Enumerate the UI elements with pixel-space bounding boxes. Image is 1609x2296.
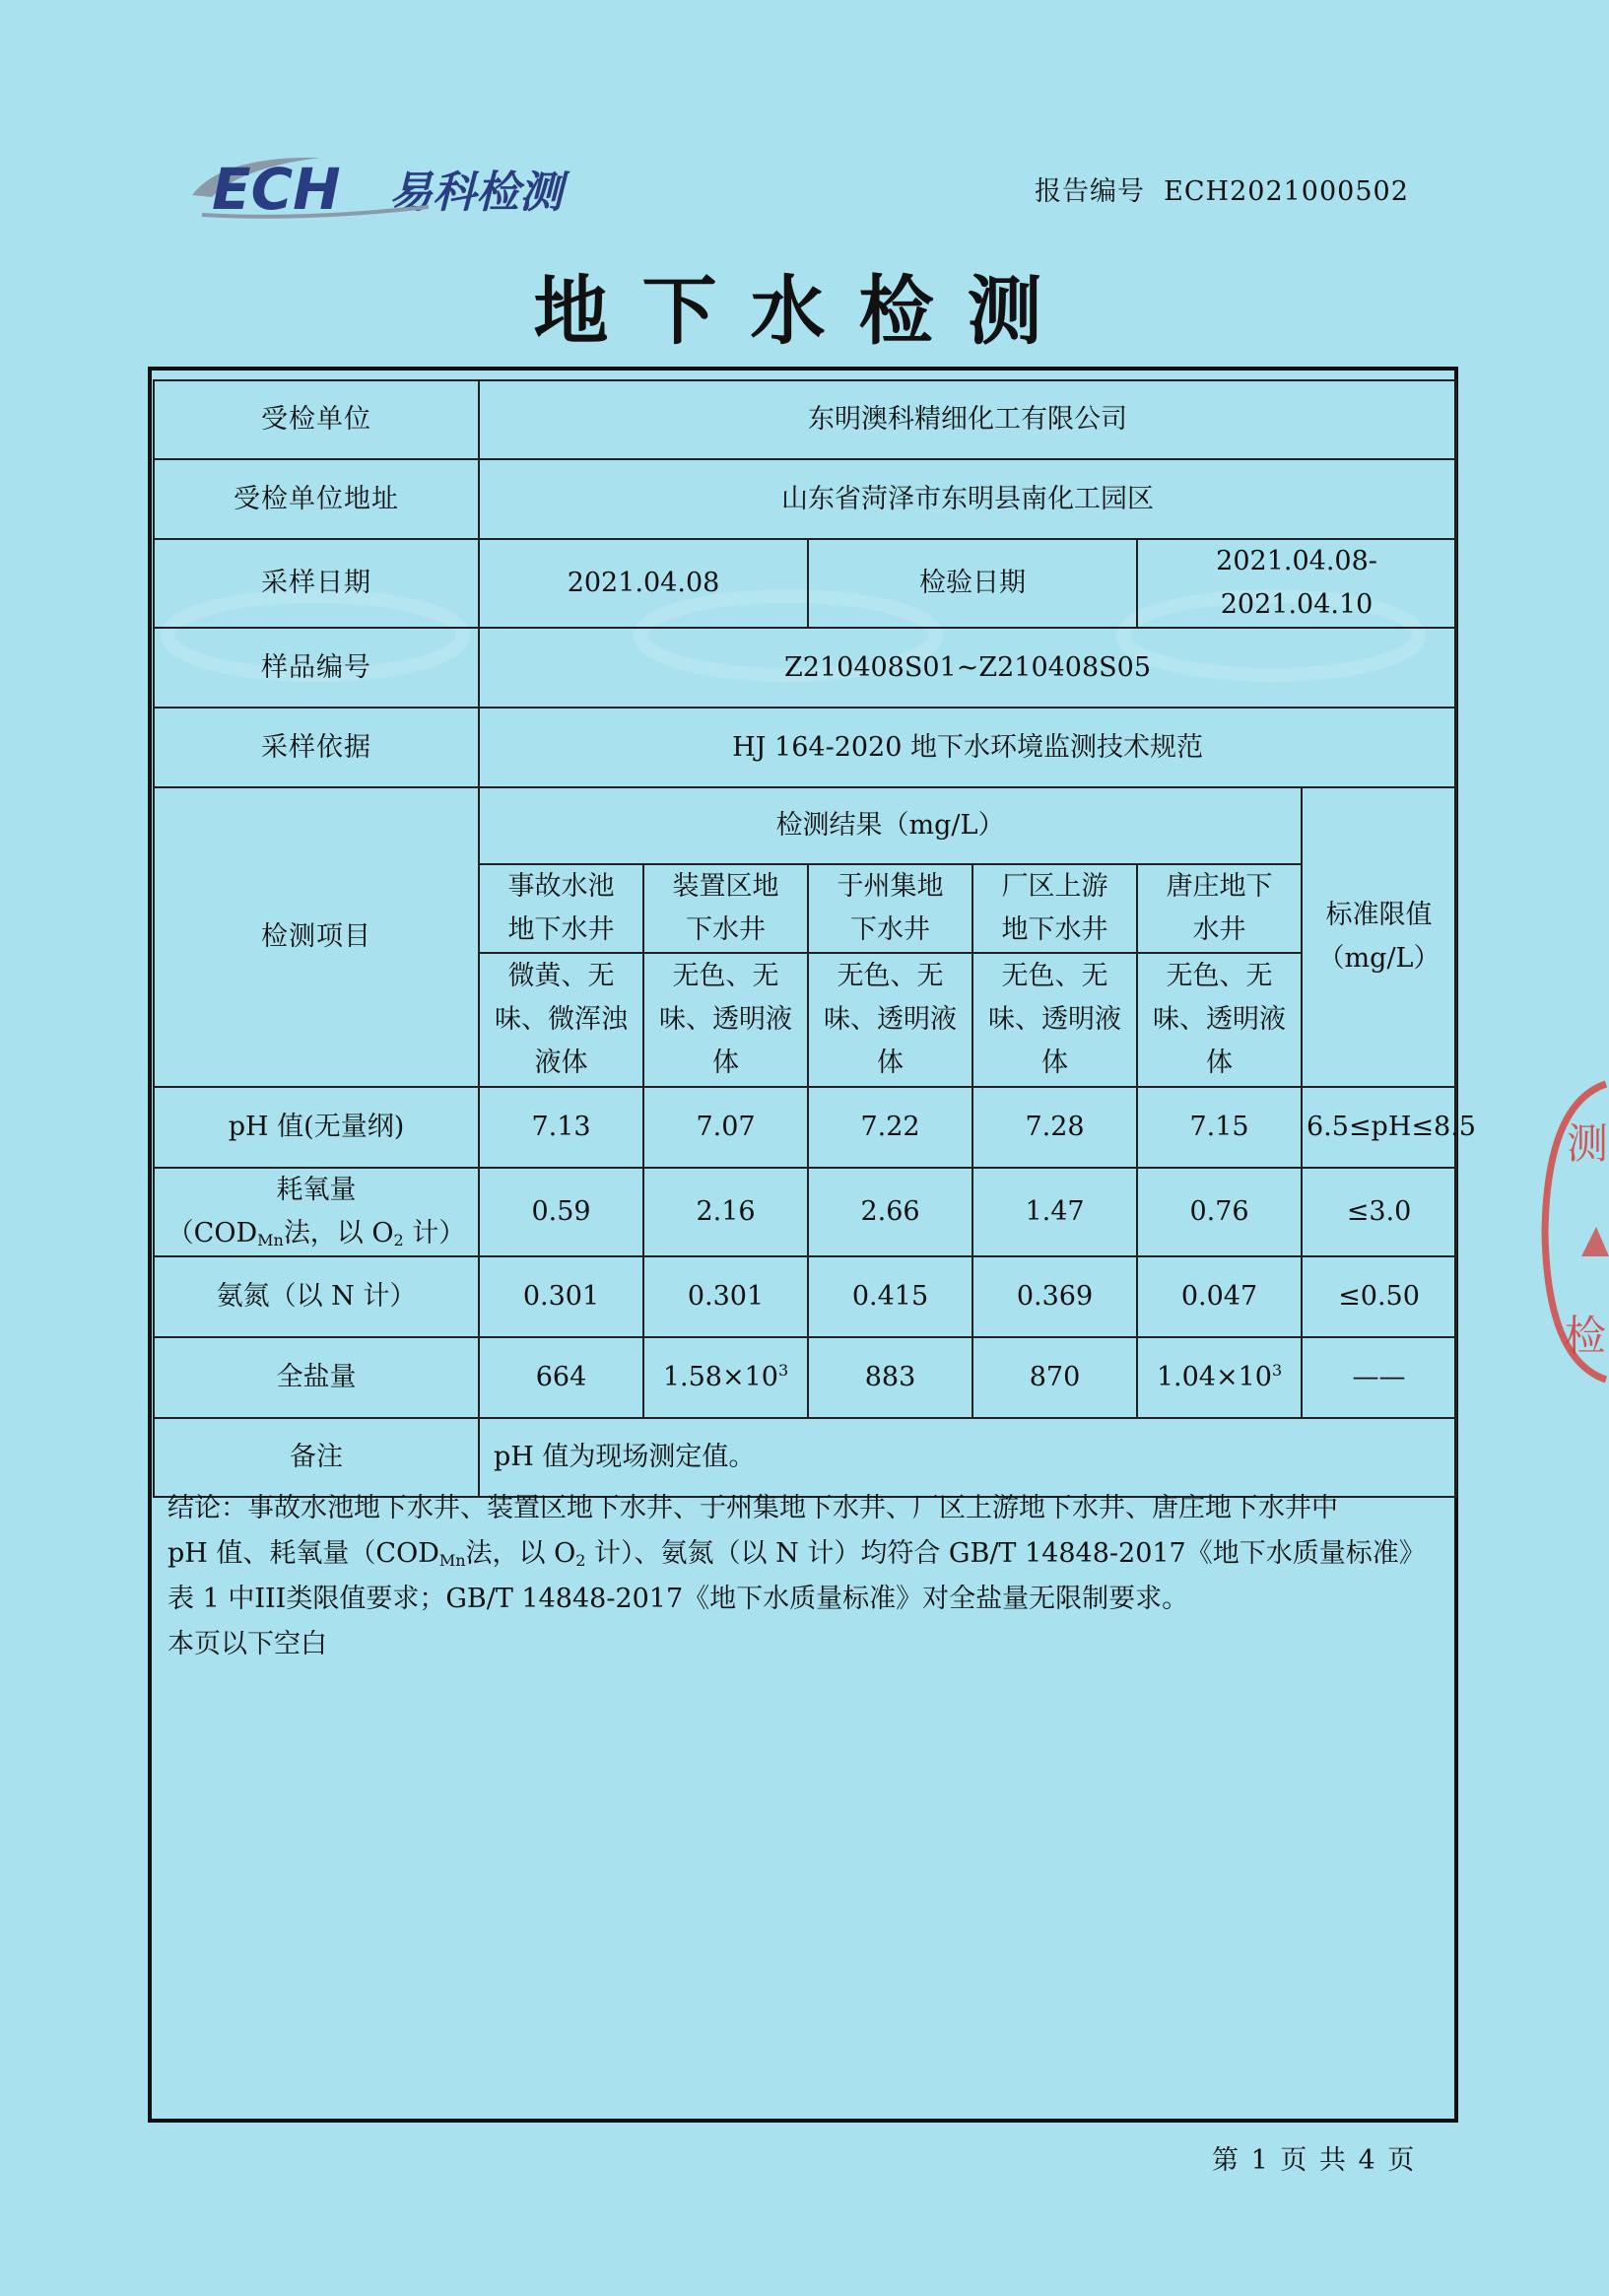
svg-text:ECH: ECH (212, 156, 341, 222)
limit-value: 6.5≤pH≤8.5 (1302, 1087, 1456, 1168)
location-line: 下水井 (686, 914, 766, 945)
value-base: 1.58×10 (662, 1362, 778, 1392)
location-cell (479, 864, 643, 953)
location-line: 厂区上游 (1001, 871, 1108, 902)
result-value: 2.16 (643, 1168, 808, 1256)
location-cell (808, 864, 972, 953)
result-header: 检测结果（mg/L） (479, 787, 1302, 864)
table-row (154, 787, 1456, 864)
svg-text:测: 测 (1567, 1119, 1609, 1168)
table-row (154, 380, 1456, 459)
description-cell (808, 953, 972, 1087)
location-cell (643, 864, 808, 953)
text-part: 计） (403, 1218, 466, 1249)
description-cell (1137, 953, 1302, 1087)
table-row (154, 628, 1456, 708)
page-footer: 第 1 页 共 4 页 (1212, 2145, 1417, 2176)
test-date-value: 2021.04.08-2021.04.10 (1137, 539, 1456, 628)
sampling-date-label: 采样日期 (154, 539, 479, 628)
result-value: 0.301 (479, 1256, 643, 1337)
limit-header-line: （mg/L） (1317, 943, 1441, 974)
item-label: 检测项目 (154, 787, 479, 1087)
conclusion-line: 表 1 中III类限值要求；GB/T 14848-2017《地下水质量标准》对全盐量无限制要求。 (168, 1584, 1189, 1614)
ech-logo (182, 148, 645, 222)
table-row (154, 708, 1456, 787)
text-part: （COD (167, 1218, 258, 1249)
address-value: 山东省菏泽市东明县南化工园区 (479, 459, 1456, 539)
table-row (154, 1168, 1456, 1256)
description-line: 液体 (534, 1047, 588, 1078)
test-date-label: 检验日期 (808, 539, 1137, 628)
table-row (154, 459, 1456, 539)
report-number-value: ECH2021000502 (1164, 176, 1409, 207)
result-value (1137, 1337, 1302, 1418)
report-number-label: 报告编号 (1035, 176, 1145, 207)
result-value: 0.59 (479, 1168, 643, 1256)
value-exponent: 3 (777, 1361, 789, 1380)
result-value: 1.47 (972, 1168, 1137, 1256)
item-name-line: 耗氧量 (276, 1175, 357, 1205)
limit-value: ≤3.0 (1302, 1168, 1456, 1256)
location-line: 装置区地 (672, 871, 779, 902)
table-row (154, 1087, 1456, 1168)
basis-label: 采样依据 (154, 708, 479, 787)
result-value: 0.76 (1137, 1168, 1302, 1256)
description-line: 味、透明液 (988, 1004, 1121, 1035)
result-value: 7.22 (808, 1087, 972, 1168)
limit-header-line: 标准限值 (1325, 900, 1433, 930)
description-line: 味、透明液 (1153, 1004, 1286, 1035)
description-cell (479, 953, 643, 1087)
page-title: 地下水检测 (533, 267, 1076, 355)
description-line: 无色、无 (1166, 961, 1273, 991)
result-value: 664 (479, 1337, 643, 1418)
description-line: 味、透明液 (659, 1004, 792, 1035)
limit-value: ≤0.50 (1302, 1256, 1456, 1337)
result-value: 870 (972, 1337, 1137, 1418)
location-line: 唐庄地下 (1166, 871, 1273, 902)
description-line: 味、透明液 (824, 1004, 957, 1035)
description-line: 体 (1041, 1047, 1068, 1078)
result-value: 0.369 (972, 1256, 1137, 1337)
result-value: 7.28 (972, 1087, 1137, 1168)
subscript: 2 (393, 1231, 404, 1249)
description-line: 味、微浑浊 (495, 1004, 628, 1035)
description-line: 无色、无 (672, 961, 779, 991)
basis-value: HJ 164-2020 地下水环境监测技术规范 (479, 708, 1456, 787)
location-line: 水井 (1192, 914, 1246, 945)
remark-value: pH 值为现场测定值。 (479, 1418, 1456, 1497)
item-name (154, 1168, 479, 1256)
result-value: 2.66 (808, 1168, 972, 1256)
table-row (154, 1256, 1456, 1337)
address-label: 受检单位地址 (154, 459, 479, 539)
description-line: 微黄、无 (507, 961, 615, 991)
table-row (154, 539, 1456, 628)
result-value: 0.301 (643, 1256, 808, 1337)
description-line: 体 (877, 1047, 904, 1078)
result-value: 883 (808, 1337, 972, 1418)
report-number (1035, 169, 1409, 208)
subscript: Mn (257, 1231, 284, 1249)
sample-no-label: 样品编号 (154, 628, 479, 708)
item-name: 全盐量 (154, 1337, 479, 1418)
table-row (154, 1418, 1456, 1497)
conclusion-line (168, 1531, 1453, 1577)
result-value: 0.415 (808, 1256, 972, 1337)
location-cell (972, 864, 1137, 953)
value-base: 1.04×10 (1156, 1362, 1272, 1392)
result-value: 7.13 (479, 1087, 643, 1168)
sample-no-value: Z210408S01~Z210408S05 (479, 628, 1456, 708)
sampling-date-value: 2021.04.08 (479, 539, 808, 628)
description-cell (972, 953, 1137, 1087)
unit-label: 受检单位 (154, 380, 479, 459)
location-line: 下水井 (850, 914, 930, 945)
subscript: Mn (438, 1551, 466, 1570)
text-part: 法，以 O (465, 1538, 576, 1569)
item-name: 氨氮（以 N 计） (154, 1256, 479, 1337)
svg-text:检: 检 (1565, 1312, 1607, 1360)
text-part: 计）、氨氮（以 N 计）均符合 GB/T 14848-2017《地下水质量标准》 (585, 1538, 1426, 1569)
svg-text:易科检测: 易科检测 (389, 168, 563, 218)
description-cell (643, 953, 808, 1087)
location-line: 事故水池 (507, 871, 615, 902)
location-line: 地下水井 (1001, 914, 1108, 945)
location-line: 地下水井 (507, 914, 615, 945)
results-table (153, 379, 1476, 1498)
limit-value: —— (1302, 1337, 1456, 1418)
result-value: 7.07 (643, 1087, 808, 1168)
inspection-stamp (1537, 1064, 1609, 1399)
conclusion-line: 结论：事故水池地下水井、装置区地下水井、于州集地下水井、厂区上游地下水井、唐庄地下水井中 (168, 1493, 1338, 1523)
table-row (154, 1337, 1456, 1418)
location-cell (1137, 864, 1302, 953)
unit-value: 东明澳科精细化工有限公司 (479, 380, 1456, 459)
item-name-line (159, 1212, 474, 1255)
limit-header (1302, 787, 1456, 1087)
description-line: 体 (1206, 1047, 1233, 1078)
subscript: 2 (575, 1551, 586, 1570)
location-line: 于州集地 (837, 871, 944, 902)
value-exponent: 3 (1271, 1361, 1283, 1380)
text-part: pH 值、耗氧量（COD (168, 1538, 439, 1569)
conclusion-line: 本页以下空白 (168, 1629, 327, 1659)
description-line: 体 (712, 1047, 739, 1078)
description-line: 无色、无 (1001, 961, 1108, 991)
result-value: 7.15 (1137, 1087, 1302, 1168)
description-line: 无色、无 (837, 961, 944, 991)
result-value: 0.047 (1137, 1256, 1302, 1337)
conclusion (168, 1486, 1453, 1667)
result-value (643, 1337, 808, 1418)
remark-label: 备注 (154, 1418, 479, 1497)
item-name: pH 值(无量纲) (154, 1087, 479, 1168)
text-part: 法，以 O (283, 1218, 394, 1249)
